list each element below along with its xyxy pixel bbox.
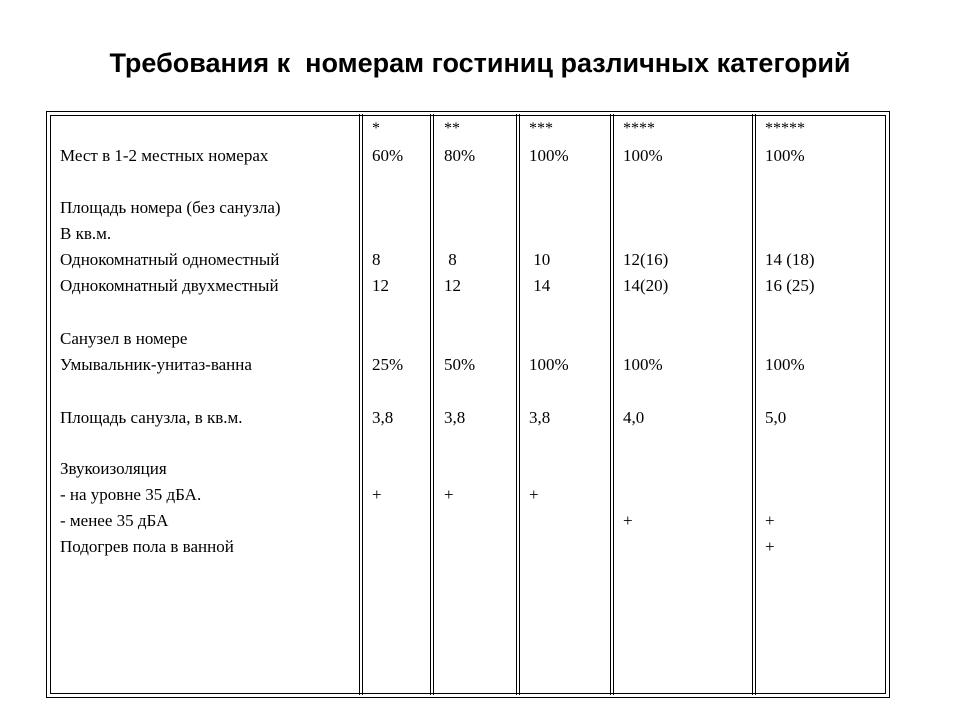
cell-bathroom-set-5: 100% bbox=[765, 355, 805, 374]
cell-double-5: 16 (25) bbox=[765, 276, 815, 295]
cell-bathroom-area-1: 3,8 bbox=[372, 408, 394, 427]
cell-sound-less-5: + bbox=[765, 511, 775, 530]
label-double: Однокомнатный двухместный bbox=[60, 276, 279, 295]
label-single: Однокомнатный одноместный bbox=[60, 250, 280, 269]
cell-bathroom-area-4: 4,0 bbox=[623, 408, 645, 427]
column-header-1: * bbox=[372, 120, 380, 137]
cell-single-5: 14 (18) bbox=[765, 250, 815, 269]
column-divider bbox=[430, 114, 434, 695]
cell-sound-35-1: + bbox=[372, 485, 382, 504]
cell-double-1: 12 bbox=[372, 276, 389, 295]
column-header-2: ** bbox=[444, 120, 460, 137]
label-bathroom-area: Площадь санузла, в кв.м. bbox=[60, 408, 243, 427]
column-divider bbox=[359, 114, 363, 695]
column-divider bbox=[610, 114, 614, 695]
label-bathroom: Санузел в номере bbox=[60, 329, 188, 348]
cell-single-2: 8 bbox=[444, 250, 457, 269]
cell-single-1: 8 bbox=[372, 250, 381, 269]
label-bathroom-set: Умывальник-унитаз-ванна bbox=[60, 355, 252, 374]
cell-sound-35-2: + bbox=[444, 485, 454, 504]
cell-floor-heat-5: + bbox=[765, 537, 775, 556]
cell-bathroom-set-2: 50% bbox=[444, 355, 476, 374]
cell-places-2: 80% bbox=[444, 146, 476, 165]
cell-double-3: 14 bbox=[529, 276, 551, 295]
cell-bathroom-area-2: 3,8 bbox=[444, 408, 466, 427]
label-area-unit: В кв.м. bbox=[60, 224, 112, 243]
cell-places-1: 60% bbox=[372, 146, 404, 165]
cell-places-3: 100% bbox=[529, 146, 569, 165]
column-divider bbox=[516, 114, 520, 695]
cell-sound-35-3: + bbox=[529, 485, 539, 504]
cell-places-5: 100% bbox=[765, 146, 805, 165]
cell-single-4: 12(16) bbox=[623, 250, 669, 269]
column-header-4: **** bbox=[623, 120, 655, 137]
cell-bathroom-area-3: 3,8 bbox=[529, 408, 551, 427]
cell-bathroom-area-5: 5,0 bbox=[765, 408, 787, 427]
column-header-5: ***** bbox=[765, 120, 805, 137]
cell-sound-less-4: + bbox=[623, 511, 633, 530]
cell-double-4: 14(20) bbox=[623, 276, 669, 295]
column-header-3: *** bbox=[529, 120, 553, 137]
label-places: Мест в 1-2 местных номерах bbox=[60, 146, 269, 165]
cell-single-3: 10 bbox=[529, 250, 551, 269]
cell-double-2: 12 bbox=[444, 276, 461, 295]
label-sound-less: - менее 35 дБА bbox=[60, 511, 169, 530]
label-sound: Звукоизоляция bbox=[60, 459, 167, 478]
label-sound-35: - на уровне 35 дБА. bbox=[60, 485, 202, 504]
label-area-header: Площадь номера (без санузла) bbox=[60, 198, 281, 217]
cell-bathroom-set-1: 25% bbox=[372, 355, 404, 374]
cell-bathroom-set-3: 100% bbox=[529, 355, 569, 374]
column-divider bbox=[752, 114, 756, 695]
page-title: Требования к номерам гостиниц различных категорий bbox=[109, 48, 851, 78]
cell-places-4: 100% bbox=[623, 146, 663, 165]
label-floor-heat: Подогрев пола в ванной bbox=[60, 537, 234, 556]
cell-bathroom-set-4: 100% bbox=[623, 355, 663, 374]
